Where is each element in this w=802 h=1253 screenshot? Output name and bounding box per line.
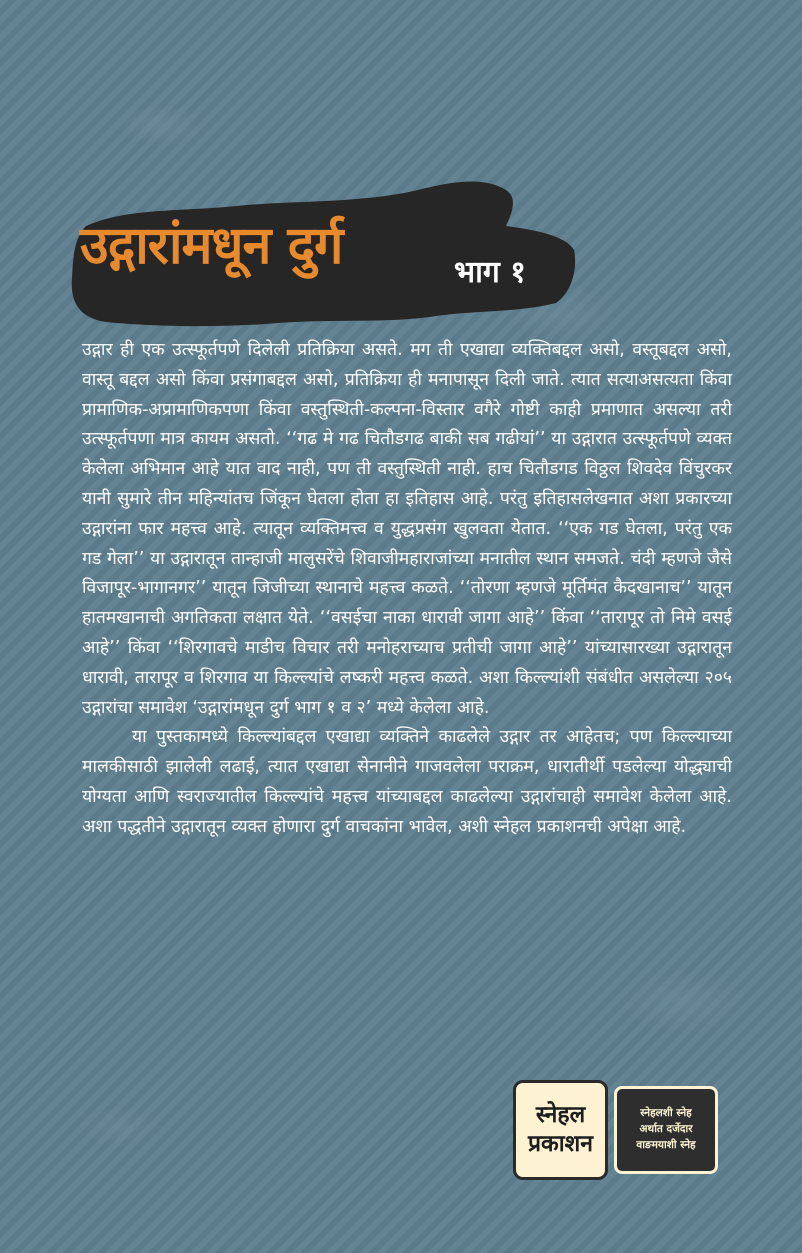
publisher-tagline-2: अर्थात दर्जेदार [639,1123,693,1136]
blurb-paragraph-2: या पुस्तकामध्ये किल्ल्यांबद्दल एखाद्या व्यक्तिने काढलेले उद्गार तर आहेतच; पण किल्ल्याच्या मालकीसाठी झालेली लढाई, त्यात एखाद्या सेनानीने गाजवलेला पराक्रम, धारातीर्थी पडलेल्या योद्ध्याची योग्यता आणि स्वराज्यातील किल्ल्यांचे महत्त्व यांच्याबद्दल काढलेल्या उद्गारांचाही समावेश केलेला आहे. अशा पद्धतीने उद्गारातून व्यक्त होणारा दुर्ग वाचकांना भावेल, अशी स्नेहल प्रकाशनची अपेक्षा आहे. [82,727,733,837]
publisher-name-line-1: स्नेहल [535,1102,586,1129]
book-part-label: भाग १ [454,255,526,290]
blurb-paragraph-1: उद्गार ही एक उत्स्फूर्तपणे दिलेली प्रतिक्रिया असते. मग ती एखाद्या व्यक्तिबद्दल असो, वस्तूबद्दल असो, वास्तू बद्दल असो किंवा प्रसंगाबद्दल असो, प्रतिक्रिया ही मनापासून दिली जाते. त्यात सत्याअसत्यता किंवा प्रामाणिक-अप्रामाणिकपणा किंवा वस्तुस्थिती-कल्पना-विस्तार वगैरे गोष्टी काही प्रमाणात असल्या तरी उत्स्फूर्तपणा मात्र कायम असतो. ‘‘गढ मे गढ चितौडगढ बाकी सब गढीयां’’ या उद्गारात उत्स्फूर्तपणे व्यक्त केलेला अभिमान आहे यात वाद नाही, पण ती वस्तुस्थिती नाही. हाच चितौडगड विठ्ठल शिवदेव विंचुरकर यानी सुमारे तीन महिन्यांतच जिंकून घेतला होता हा इतिहास आहे. परंतु इतिहासलेखनात अशा प्रकारच्या उद्गारांना फार महत्त्व आहे. त्यातून व्यक्तिमत्त्व व युद्धप्रसंग खुलवता येतात. ‘‘एक गड घेतला, परंतु एक गड गेला’’ या उद्गारातून तान्हाजी मालुसरेंचे शिवाजीमहाराजांच्या मनातील स्थान समजते. चंदी म्हणजे जैसे विजापूर-भागानगर’’ यातून जिजीच्या स्थानाचे महत्त्व कळते. ‘‘तोरणा म्हणजे मूर्तिमंत कैदखानाच’’ यातून हातमखानाची अगतिकता लक्षात येते. ‘‘वसईचा नाका धारावी जागा आहे’’ किंवा ‘‘तारापूर तो निमे वसई आहे’’ किंवा ‘‘शिरगावचे माडीच विचार तरी मनोहराच्याच प्रतीची जागा आहे’’ यांच्यासारख्या उद्गारातून धारावी, तारापूर व शिरगाव या किल्ल्यांचे लष्करी महत्त्व कळते. अशा किल्ल्यांशी संबंधीत असलेल्या २०५ उद्गारांचा समावेश ‘उद्गारांमधून दुर्ग भाग १ व २’ मध्ये केलेला आहे. [82,340,732,718]
title-block [66,178,576,328]
blurb-text [82,336,732,843]
publisher-logo [513,1080,723,1180]
publisher-tagline-box [614,1086,718,1174]
publisher-tagline-1: स्नेहलशी स्नेह [640,1107,692,1120]
publisher-name-badge [513,1080,608,1180]
publisher-tagline-3: वाङमयाशी स्नेह [636,1138,696,1151]
publisher-name-line-2: प्रकाशन [527,1131,594,1157]
book-title: उद्गारांमधून दुर्ग [80,216,343,276]
